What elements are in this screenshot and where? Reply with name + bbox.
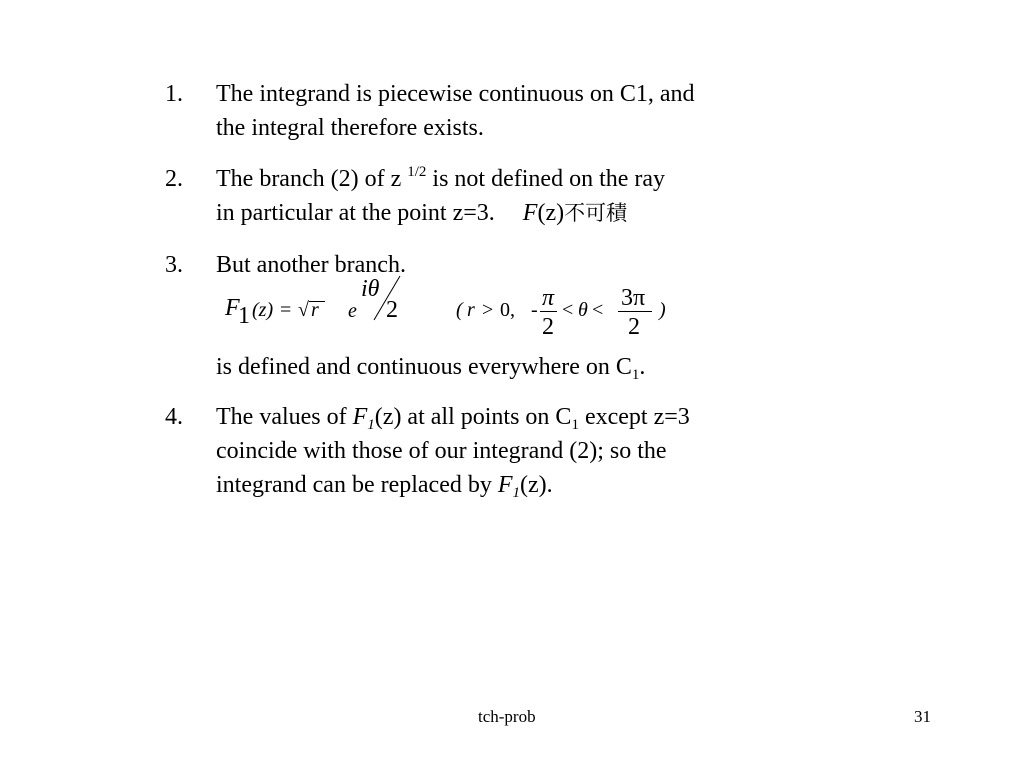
item-2-line-2: [216, 199, 627, 227]
item-2-text-b: is not defined on the ray: [426, 166, 666, 192]
frac-bar-2: [618, 311, 652, 312]
item-3-after-end: .: [639, 354, 646, 380]
item-2-text-a: The branch (2) of z: [216, 166, 408, 192]
formula-cond-r: r: [467, 299, 475, 321]
formula-func: F: [225, 295, 240, 321]
formula-frac-den-2: 2: [628, 314, 640, 340]
formula-frac-den-1: 2: [542, 314, 554, 340]
formula-lt-1: <: [562, 299, 574, 321]
item-4-text-a: The values of: [216, 404, 353, 430]
page-number: 31: [914, 707, 931, 726]
item-4-line-3: [216, 471, 553, 499]
item-2-func: F: [522, 200, 538, 226]
item-2-cjk-note: 不可積: [564, 201, 628, 225]
item-2-text-c: in particular at the point z=3.: [216, 200, 495, 226]
formula-zero: 0,: [500, 299, 515, 321]
item-4-text-b: (z) at all points on C: [374, 404, 572, 430]
item-1-line-2: the integral therefore exists.: [216, 115, 484, 141]
formula-e: e: [348, 300, 357, 322]
item-number-2: 2.: [165, 166, 183, 192]
branch-formula: [222, 270, 692, 350]
formula-arg: (z): [252, 299, 274, 321]
formula-func-sub: 1: [238, 303, 250, 329]
formula-exponent-denominator: 2: [386, 297, 398, 323]
item-number-4: 4.: [165, 404, 183, 430]
formula-sqrt: √: [298, 299, 309, 321]
item-4-text-d: integrand can be replaced by: [216, 472, 498, 498]
formula-lt-2: <: [592, 299, 604, 321]
footer-title: tch-prob: [478, 707, 536, 726]
formula-minus: -: [531, 299, 538, 321]
item-3-after-sub: 1: [631, 367, 640, 383]
item-4-c-sub: 1: [571, 417, 579, 433]
item-3-line-2: [216, 353, 645, 381]
formula-equals: =: [280, 299, 292, 321]
formula-r: r: [311, 299, 319, 321]
item-4-text-c: except z=3: [578, 404, 690, 430]
item-4-func-2-sub: 1: [512, 485, 521, 501]
formula-open-paren: (: [456, 299, 463, 321]
formula-gt: >: [482, 299, 494, 321]
formula-close-paren: ): [659, 299, 666, 321]
formula-exponent-numerator: iθ: [361, 276, 380, 302]
item-4-func-2: F: [497, 472, 513, 498]
formula-three-pi: 3π: [621, 285, 646, 311]
item-4-func: F: [352, 404, 368, 430]
item-3-after-text: is defined and continuous everywhere on C: [216, 354, 632, 380]
item-4-text-e: (z).: [520, 472, 553, 498]
formula-theta: θ: [578, 299, 588, 321]
formula-pi: π: [542, 285, 555, 311]
item-1-line-1: The integrand is piecewise continuous on C1, and: [216, 81, 695, 107]
item-4-line-2: coincide with those of our integrand (2); so the: [216, 438, 667, 464]
item-number-1: 1.: [165, 81, 183, 107]
item-4-line-1: [216, 403, 690, 431]
item-3-line-1: But another branch.: [216, 252, 406, 278]
frac-bar-1: [540, 311, 557, 312]
item-2-arg: (z): [537, 200, 565, 226]
item-number-3: 3.: [165, 252, 183, 278]
item-2-exponent: 1/2: [407, 164, 427, 180]
item-4-func-sub: 1: [367, 417, 375, 433]
item-2-line-1: [216, 165, 665, 193]
